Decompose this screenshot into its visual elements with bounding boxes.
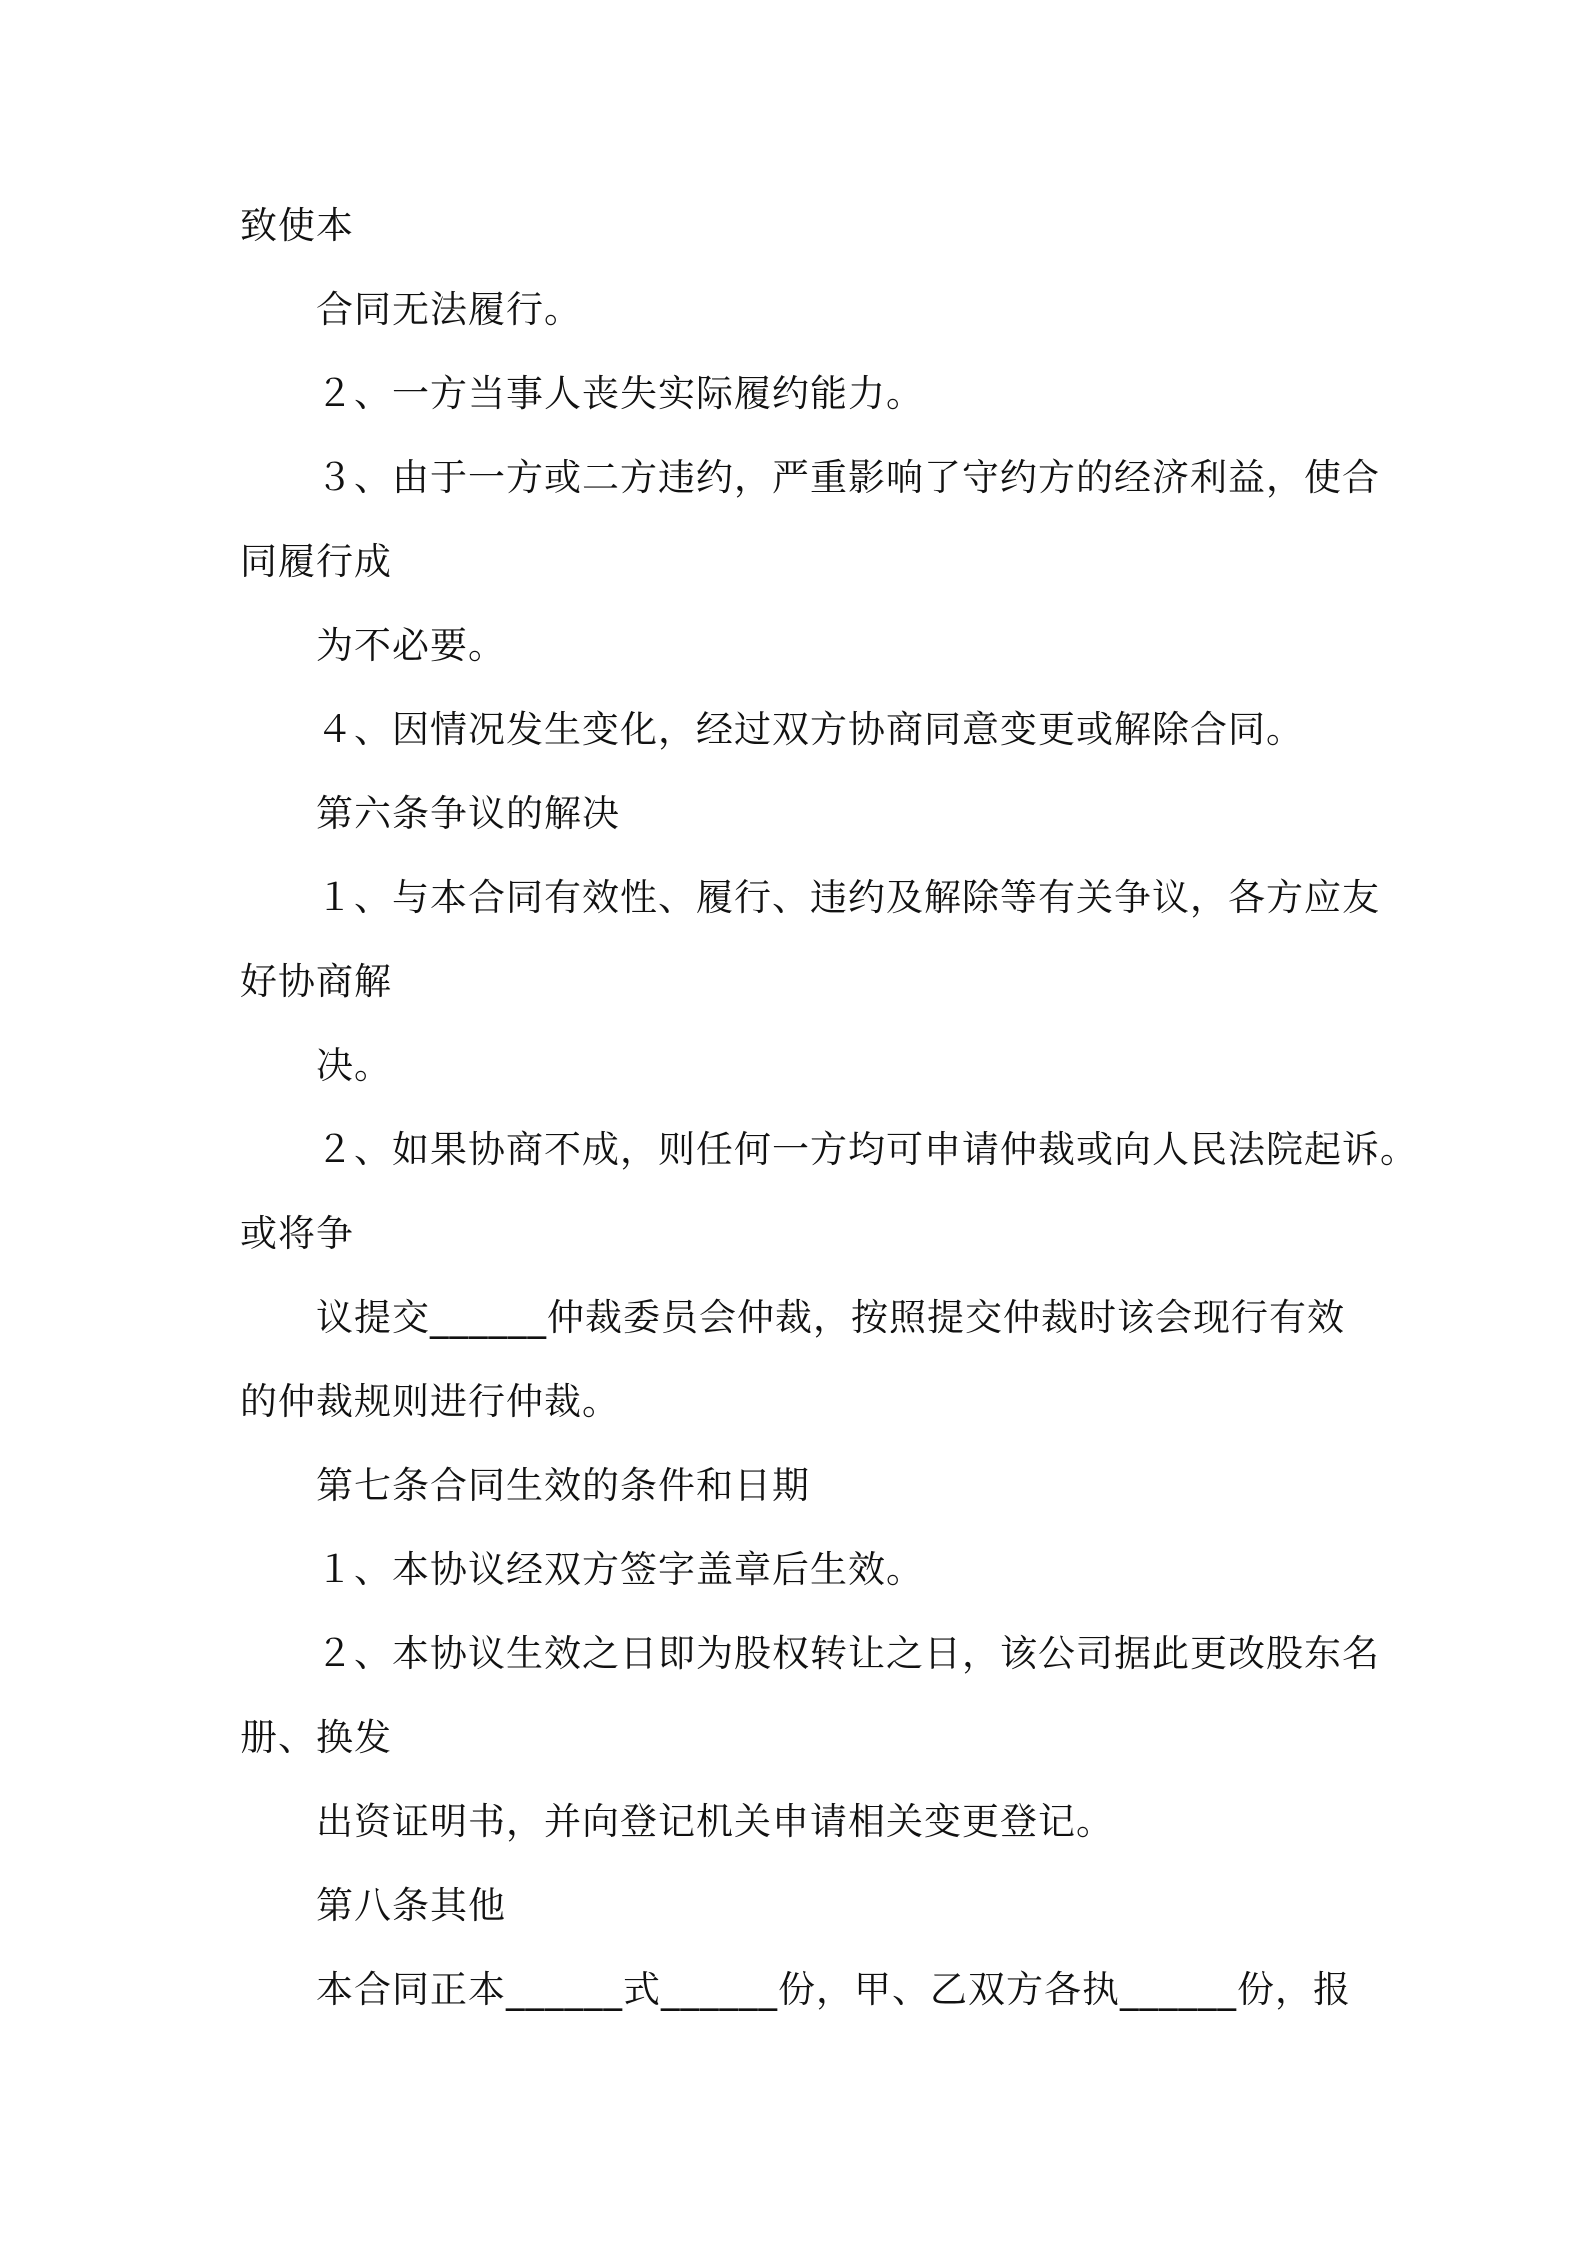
text-line: ２、如果协商不成，则任何一方均可申请仲裁或向人民法院起诉。 bbox=[316, 1128, 1418, 1171]
text-line: １、与本合同有效性、履行、违约及解除等有关争议，各方应友 bbox=[316, 876, 1380, 919]
section-heading: 第八条其他 bbox=[316, 1884, 506, 1927]
text-line: 的仲裁规则进行仲裁。 bbox=[240, 1380, 620, 1423]
text-line: 合同无法履行。 bbox=[316, 288, 582, 331]
text-line: 出资证明书，并向登记机关申请相关变更登记。 bbox=[316, 1800, 1114, 1843]
text-line: 为不必要。 bbox=[316, 624, 506, 667]
text-line: 致使本 bbox=[240, 204, 354, 247]
text-line: ２、一方当事人丧失实际履约能力。 bbox=[316, 372, 924, 415]
text-line: 或将争 bbox=[240, 1212, 354, 1255]
text-line: 好协商解 bbox=[240, 960, 392, 1003]
text-line: ３、由于一方或二方违约，严重影响了守约方的经济利益，使合 bbox=[316, 456, 1380, 499]
text-line: 同履行成 bbox=[240, 540, 392, 583]
section-heading: 第六条争议的解决 bbox=[316, 792, 620, 835]
text-line: １、本协议经双方签字盖章后生效。 bbox=[316, 1548, 924, 1591]
text-line: 本合同正本______式______份，甲、乙双方各执______份，报 bbox=[316, 1968, 1351, 2011]
section-heading: 第七条合同生效的条件和日期 bbox=[316, 1464, 810, 1507]
text-line: ２、本协议生效之日即为股权转让之日，该公司据此更改股东名 bbox=[316, 1632, 1380, 1675]
text-line: 册、换发 bbox=[240, 1716, 392, 1759]
text-line: ４、因情况发生变化，经过双方协商同意变更或解除合同。 bbox=[316, 708, 1304, 751]
text-line: 决。 bbox=[316, 1044, 392, 1087]
text-line: 议提交______仲裁委员会仲裁，按照提交仲裁时该会现行有效 bbox=[316, 1296, 1345, 1339]
